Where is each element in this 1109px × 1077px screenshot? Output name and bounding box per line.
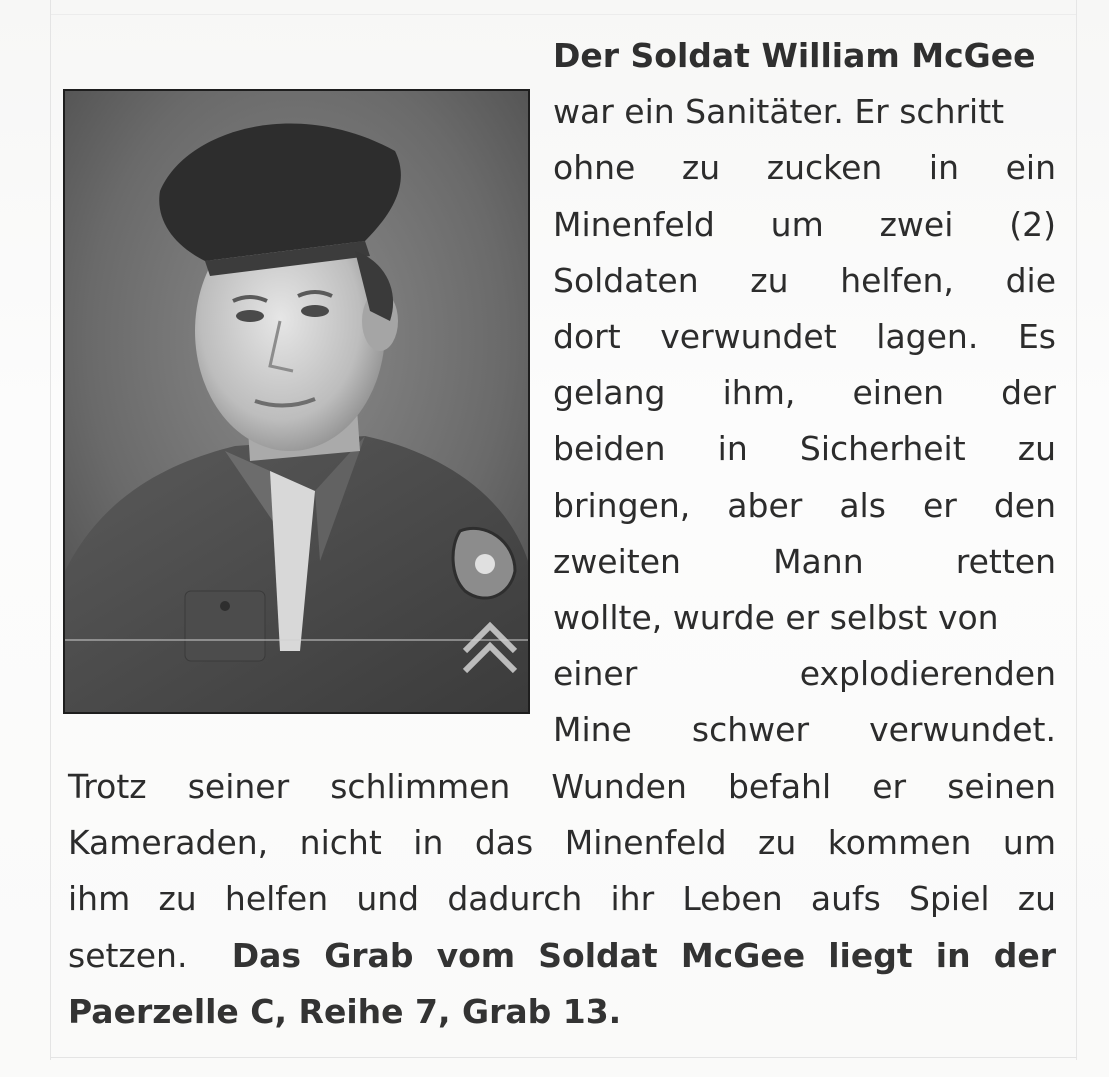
column-line: bringen, aber als er den: [553, 485, 1056, 525]
column-line: ohne zu zucken in ein: [553, 148, 1056, 188]
grave-location-bold-line: Paerzelle C, Reihe 7, Grab 13.: [68, 991, 622, 1031]
grave-info-line: [68, 928, 1056, 984]
column-line: Soldaten zu helfen, die: [553, 260, 1056, 300]
scan-edge-bottom: [50, 1057, 1077, 1058]
column-line: gelang ihm, einen der: [553, 373, 1056, 413]
scan-edge-top: [50, 14, 1077, 15]
scan-edge-right: [1076, 0, 1077, 1060]
column-line: Mine schwer verwundet.: [553, 710, 1056, 750]
column-line: beiden in Sicherheit zu: [553, 429, 1056, 469]
column-line: Minenfeld um zwei (2): [553, 204, 1056, 244]
column-line: einer explodierenden: [553, 654, 1056, 694]
grave-location-bold: Das Grab vom Soldat McGee liegt in der: [231, 935, 1056, 975]
soldier-portrait-photo: [63, 89, 530, 714]
body-line: Kameraden, nicht in das Minenfeld zu kommen um: [68, 823, 1056, 863]
column-line: war ein Sanitäter. Er schritt: [553, 92, 1005, 132]
portrait-illustration: [65, 91, 528, 712]
sentence-end: setzen.: [68, 935, 188, 975]
column-line: dort verwundet lagen. Es: [553, 316, 1056, 356]
body-line: ihm zu helfen und dadurch ihr Leben aufs Spiel zu: [68, 879, 1056, 919]
column-line: zweiten Mann retten: [553, 541, 1056, 581]
scan-edge-left: [50, 0, 51, 1060]
article-column-text: [553, 28, 1056, 758]
body-line: Trotz seiner schlimmen Wunden befahl er seinen: [68, 767, 1056, 806]
column-line: wollte, wurde er selbst von: [553, 597, 999, 637]
article-body-text: [68, 759, 1056, 1040]
article-heading: Der Soldat William McGee: [553, 36, 1036, 75]
